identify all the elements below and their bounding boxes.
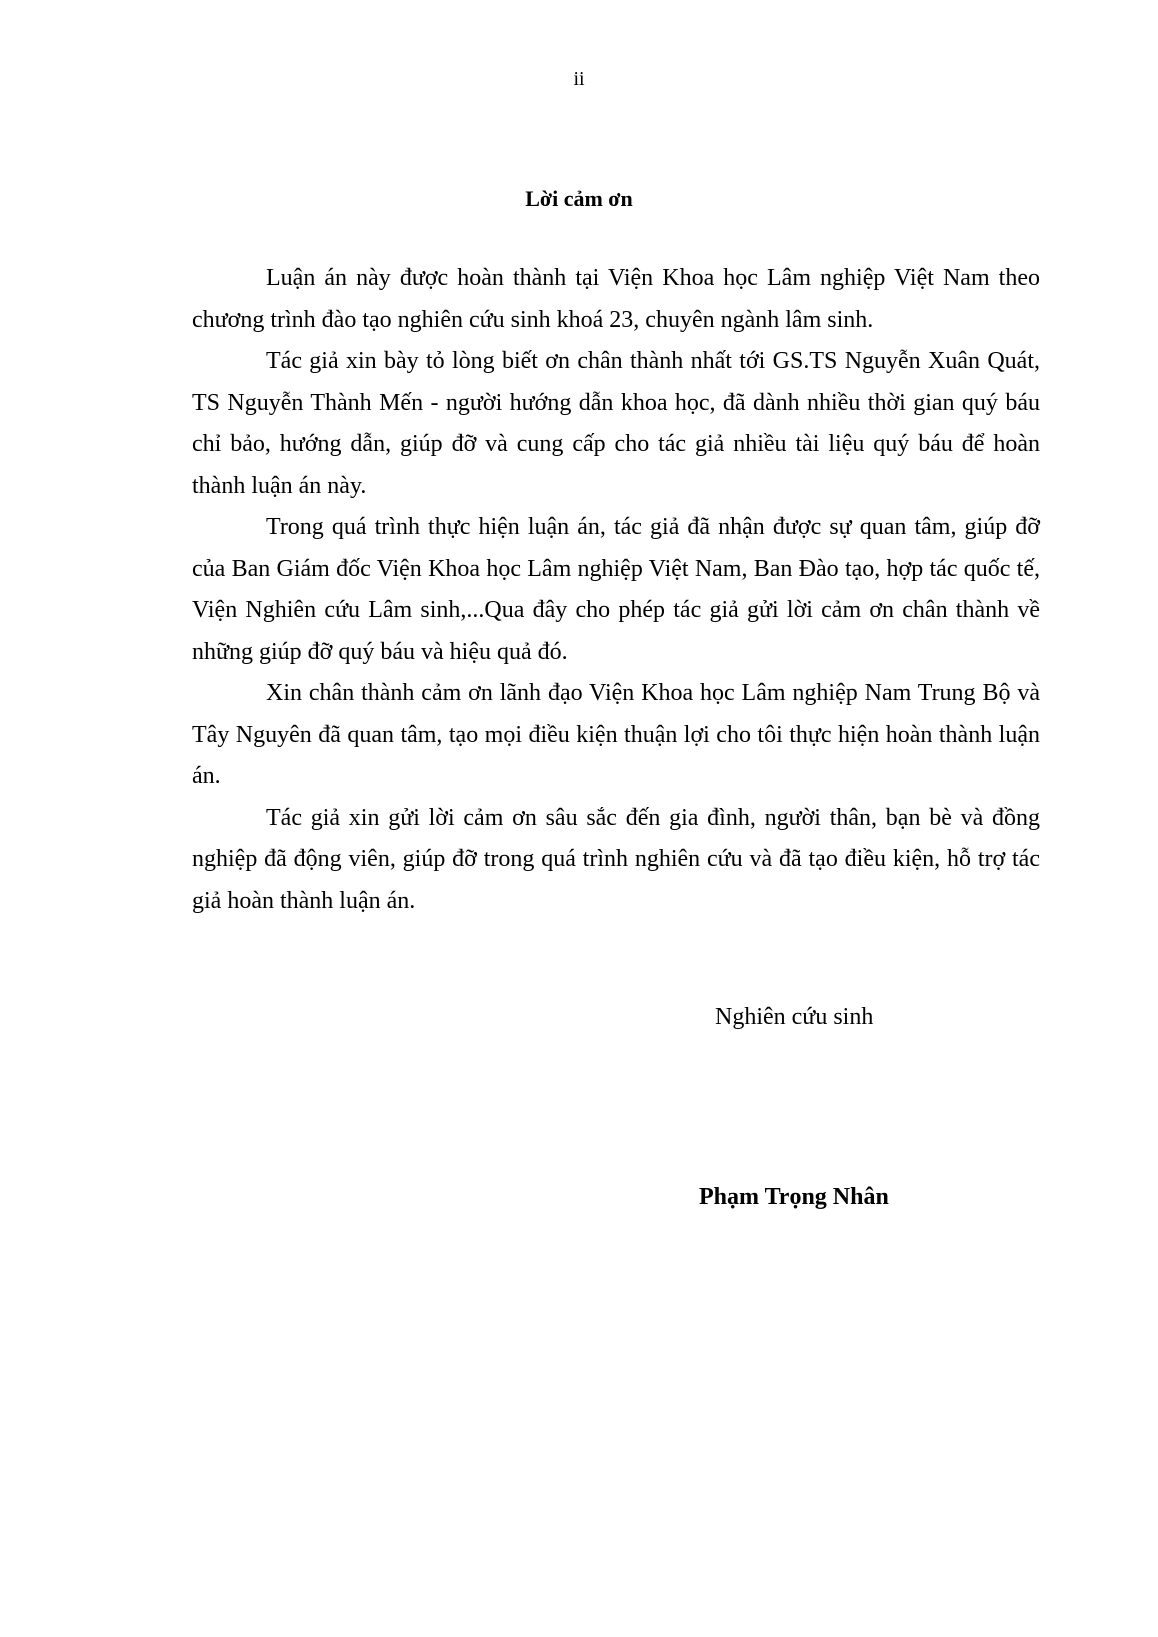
page-number: ii <box>573 68 585 90</box>
paragraph: Tác giả xin gửi lời cảm ơn sâu sắc đến gia đình, người thân, bạn bè và đồng nghiệp đã động viên, giúp đỡ trong quá trình nghiên cứu và đã tạo điều kiện, hỗ trợ tác giả hoàn thành luận án. <box>192 804 1040 914</box>
paragraph: Luận án này được hoàn thành tại Viện Khoa học Lâm nghiệp Việt Nam theo chương trình đào tạo nghiên cứu sinh khoá 23, chuyên ngành lâm sinh. <box>192 265 1040 333</box>
paragraph: Xin chân thành cảm ơn lãnh đạo Viện Khoa học Lâm nghiệp Nam Trung Bộ và Tây Nguyên đã quan tâm, tạo mọi điều kiện thuận lợi cho tôi thực hiện hoàn thành luận án. <box>192 680 1040 789</box>
paragraph: Trong quá trình thực hiện luận án, tác giả đã nhận được sự quan tâm, giúp đỡ của Ban Giám đốc Viện Khoa học Lâm nghiệp Việt Nam, Ban Đào tạo, hợp tác quốc tế, Viện Nghiên cứu Lâm sinh,...Qua đây cho phép tác giả gửi lời cảm ơn chân thành về những giúp đỡ quý báu và hiệu quả đó. <box>192 514 1040 665</box>
page-title: Lời cảm ơn <box>525 186 633 211</box>
acknowledgement-body <box>192 258 1040 922</box>
signature-role: Nghiên cứu sinh <box>715 1004 874 1030</box>
paragraph: Tác giả xin bày tỏ lòng biết ơn chân thành nhất tới GS.TS Nguyễn Xuân Quát, TS Nguyễn Thành Mến - người hướng dẫn khoa học, đã dành nhiều thời gian quý báu chỉ bảo, hướng dẫn, giúp đỡ và cung cấp cho tác giả nhiều tài liệu quý báu để hoàn thành luận án này. <box>192 348 1040 499</box>
signature-name: Phạm Trọng Nhân <box>699 1184 889 1210</box>
